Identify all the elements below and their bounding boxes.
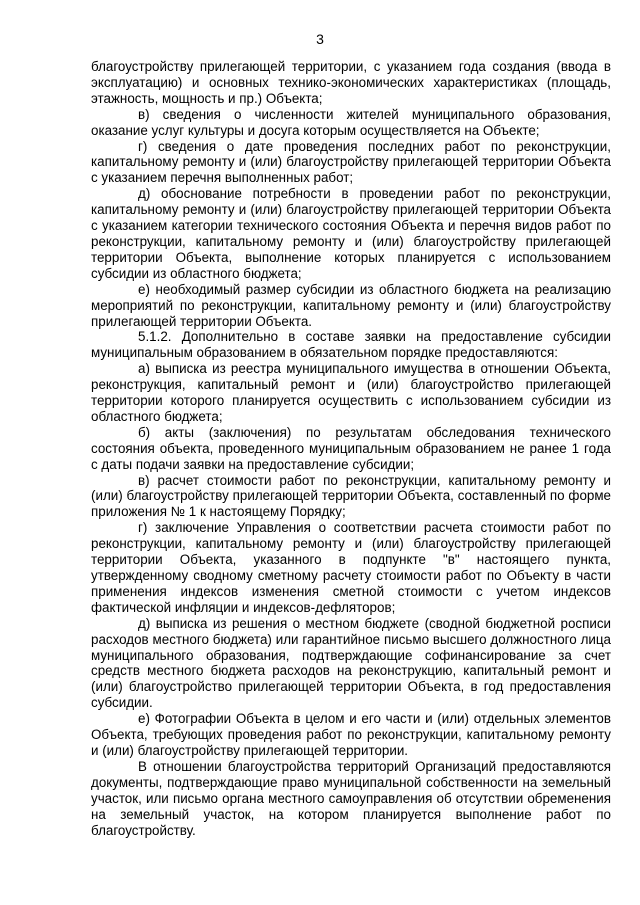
paragraph: в) сведения о численности жителей муниципального образования, оказание услуг культуры и досуга которым осуществляется на Объекте;: [91, 106, 611, 138]
paragraph: 5.1.2. Дополнительно в составе заявки на предоставление субсидии муниципальным образованием в обязательном порядке предоставляются:: [91, 329, 611, 361]
page-number: 3: [316, 31, 324, 47]
paragraph: благоустройству прилегающей территории, с указанием года создания (ввода в эксплуатацию) и основных технико-экономических характеристиках (площадь, этажность, мощность и пр.) Объекта;: [91, 59, 611, 106]
paragraph: д) выписка из решения о местном бюджете (сводной бюджетной росписи расходов местного бюджета) или гарантийное письмо высшего должностного лица муниципального образования, подтверждающие софинансирование за счет средств местного бюджета расходов на реконструкцию, капитальный ремонт и (или) благоустройство прилегающей территории Объекта, в год предоставления субсидии.: [91, 615, 611, 711]
paragraph: е) необходимый размер субсидии из областного бюджета на реализацию мероприятий по реконструкции, капитальному ремонту и (или) благоустройству прилегающей территории Объекта.: [91, 281, 611, 329]
paragraph: б) акты (заключения) по результатам обследования технического состояния объекта, проведенного муниципальным образованием не ранее 1 года с даты подачи заявки на предоставление субсидии;: [91, 424, 611, 472]
paragraph: в) расчет стоимости работ по реконструкции, капитальному ремонту и (или) благоустройству прилегающей территории Объекта, составленный по форме приложения № 1 к настоящему Порядку;: [91, 472, 611, 520]
paragraph: е) Фотографии Объекта в целом и его части и (или) отдельных элементов Объекта, требующих проведения работ по реконструкции, капитальному ремонту и (или) благоустройству прилегающей территории.: [91, 711, 611, 758]
document-body: [91, 59, 611, 838]
paragraph: В отношении благоустройства территорий Организаций предоставляются документы, подтверждающие право муниципальной собственности на земельный участок, или письмо органа местного самоуправления об отсутствии обременения на земельный участок, на котором планируется выполнение работ по благоустройству.: [91, 758, 611, 838]
paragraph: а) выписка из реестра муниципального имущества в отношении Объекта, реконструкция, капитальный ремонт и (или) благоустройство прилегающей территории которого планируется осуществить с использованием субсидии из областного бюджета;: [91, 361, 611, 424]
paragraph: г) сведения о дате проведения последних работ по реконструкции, капитальному ремонту и (или) благоустройству прилегающей территории Объекта с указанием перечня выполненных работ;: [91, 138, 611, 186]
paragraph: г) заключение Управления о соответствии расчета стоимости работ по реконструкции, капитальному ремонту и (или) благоустройству прилегающей территории Объекта, указанного в подпункте "в" настоящего пункта, утвержденному сводному сметному расчету стоимости работ по Объекту в части применения индексов изменения сметной стоимости с учетом индексов фактической инфляции и индексов-дефляторов;: [91, 520, 611, 615]
paragraph: д) обоснование потребности в проведении работ по реконструкции, капитальному ремонту и (или) благоустройству прилегающей территории Объекта с указанием категории технического состояния Объекта и перечня видов работ по реконструкции, капитальному ремонту и (или) благоустройству прилегающей территории Объекта, выполнение которых планируется с использованием субсидии из областного бюджета;: [91, 186, 611, 281]
